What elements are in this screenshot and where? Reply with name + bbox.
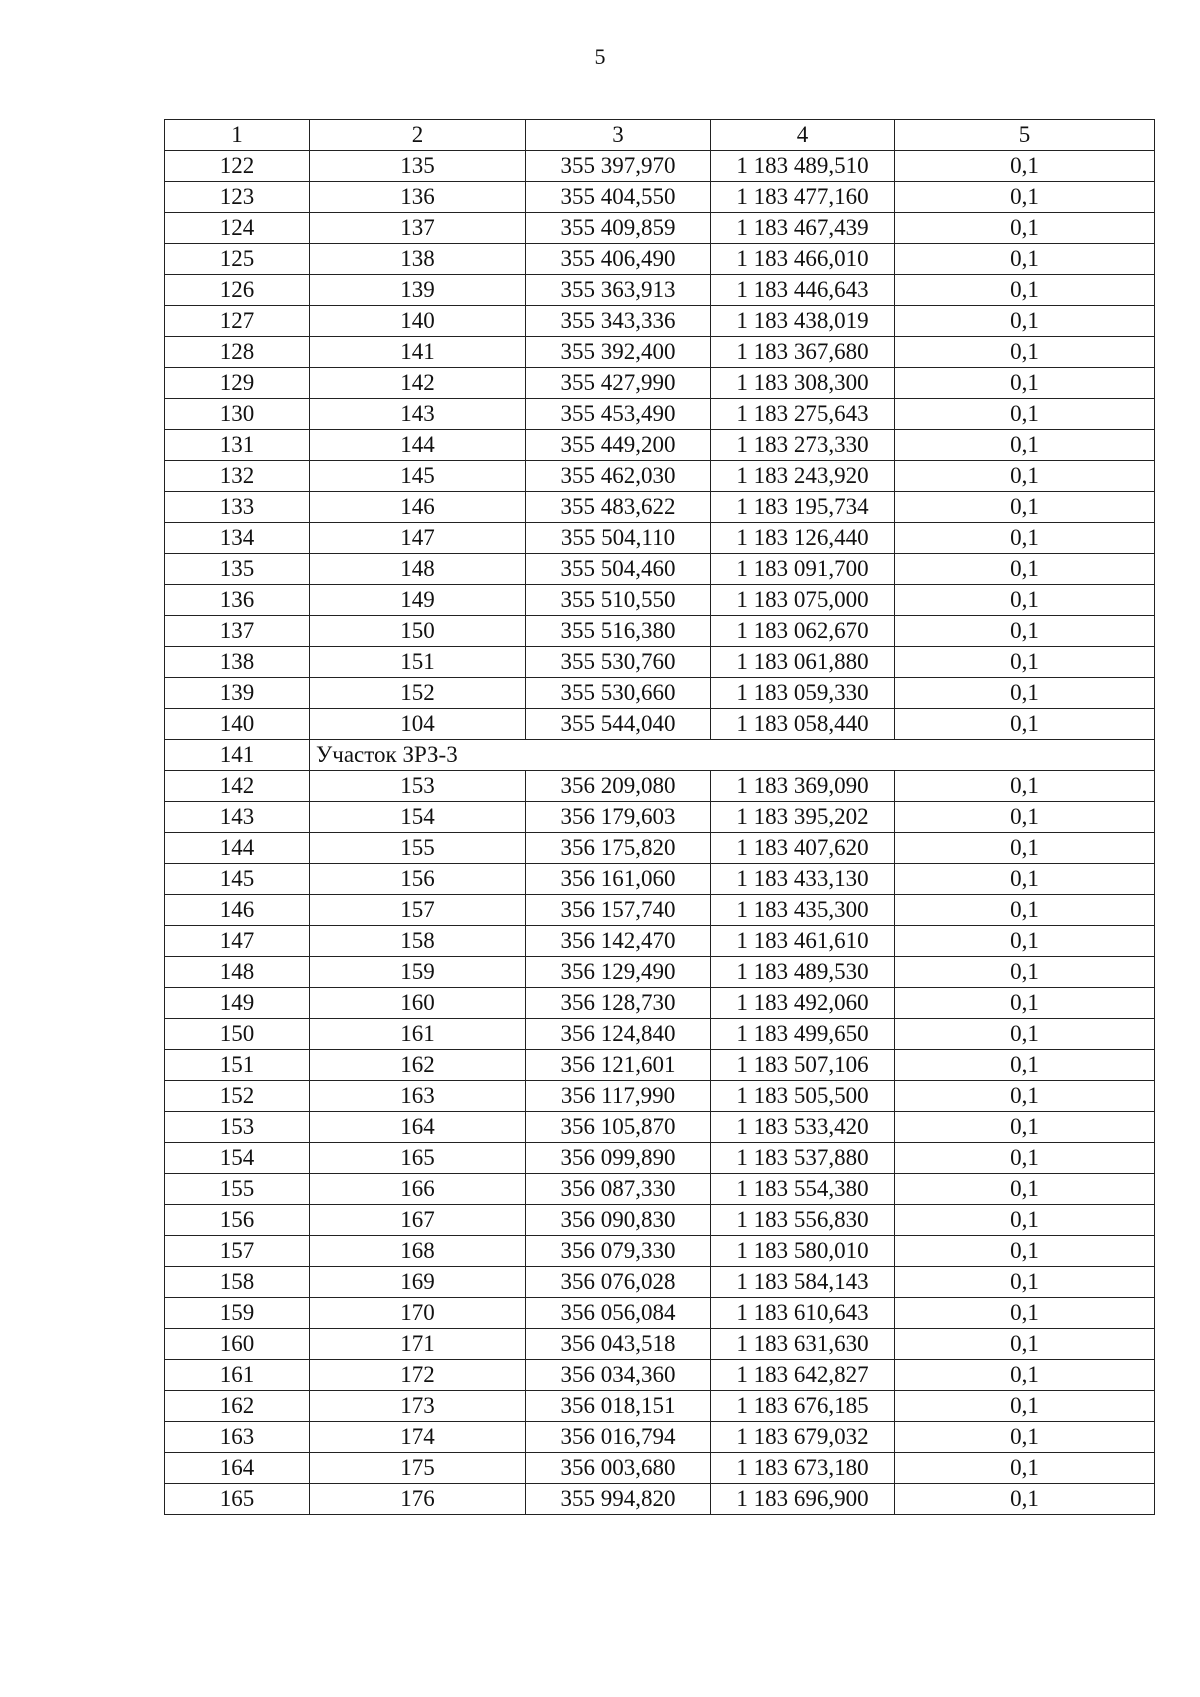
point-number-cell: 171 xyxy=(310,1329,526,1360)
coordinates-table xyxy=(164,119,1155,1515)
row-number-cell: 158 xyxy=(165,1267,310,1298)
coord-y-cell: 1 183 673,180 xyxy=(711,1453,895,1484)
coord-y-cell: 1 183 438,019 xyxy=(711,306,895,337)
coord-x-cell: 356 016,794 xyxy=(526,1422,711,1453)
coord-y-cell: 1 183 492,060 xyxy=(711,988,895,1019)
table-row xyxy=(165,523,1155,554)
table-row xyxy=(165,337,1155,368)
table-row xyxy=(165,1391,1155,1422)
coord-y-cell: 1 183 395,202 xyxy=(711,802,895,833)
point-number-cell: 164 xyxy=(310,1112,526,1143)
coord-x-cell: 356 161,060 xyxy=(526,864,711,895)
coord-y-cell: 1 183 556,830 xyxy=(711,1205,895,1236)
table-row xyxy=(165,802,1155,833)
coord-x-cell: 355 363,913 xyxy=(526,275,711,306)
row-number-cell: 127 xyxy=(165,306,310,337)
point-number-cell: 166 xyxy=(310,1174,526,1205)
row-number-cell: 123 xyxy=(165,182,310,213)
row-number-cell: 134 xyxy=(165,523,310,554)
coord-y-cell: 1 183 642,827 xyxy=(711,1360,895,1391)
accuracy-cell: 0,1 xyxy=(895,182,1155,213)
row-number-cell: 146 xyxy=(165,895,310,926)
point-number-cell: 144 xyxy=(310,430,526,461)
row-number-cell: 124 xyxy=(165,213,310,244)
row-number-cell: 137 xyxy=(165,616,310,647)
coord-x-cell: 356 076,028 xyxy=(526,1267,711,1298)
point-number-cell: 140 xyxy=(310,306,526,337)
coord-x-cell: 356 157,740 xyxy=(526,895,711,926)
row-number-cell: 125 xyxy=(165,244,310,275)
table-row xyxy=(165,461,1155,492)
accuracy-cell: 0,1 xyxy=(895,709,1155,740)
coord-x-cell: 356 003,680 xyxy=(526,1453,711,1484)
coord-x-cell: 355 409,859 xyxy=(526,213,711,244)
coord-y-cell: 1 183 075,000 xyxy=(711,585,895,616)
coord-x-cell: 355 462,030 xyxy=(526,461,711,492)
header-col-3: 3 xyxy=(526,120,711,151)
table-header xyxy=(165,120,1155,151)
accuracy-cell: 0,1 xyxy=(895,492,1155,523)
accuracy-cell: 0,1 xyxy=(895,1298,1155,1329)
point-number-cell: 152 xyxy=(310,678,526,709)
accuracy-cell: 0,1 xyxy=(895,151,1155,182)
table-row xyxy=(165,926,1155,957)
point-number-cell: 142 xyxy=(310,368,526,399)
point-number-cell: 161 xyxy=(310,1019,526,1050)
coord-x-cell: 356 179,603 xyxy=(526,802,711,833)
table-row xyxy=(165,1453,1155,1484)
point-number-cell: 147 xyxy=(310,523,526,554)
point-number-cell: 141 xyxy=(310,337,526,368)
coord-x-cell: 355 530,660 xyxy=(526,678,711,709)
point-number-cell: 139 xyxy=(310,275,526,306)
coord-y-cell: 1 183 407,620 xyxy=(711,833,895,864)
section-row xyxy=(165,740,1155,771)
row-number-cell: 149 xyxy=(165,988,310,1019)
coord-x-cell: 356 142,470 xyxy=(526,926,711,957)
accuracy-cell: 0,1 xyxy=(895,1174,1155,1205)
row-number-cell: 155 xyxy=(165,1174,310,1205)
table-row xyxy=(165,1236,1155,1267)
accuracy-cell: 0,1 xyxy=(895,1050,1155,1081)
coord-x-cell: 356 117,990 xyxy=(526,1081,711,1112)
table-row xyxy=(165,1329,1155,1360)
coord-x-cell: 355 483,622 xyxy=(526,492,711,523)
table-row xyxy=(165,771,1155,802)
accuracy-cell: 0,1 xyxy=(895,1360,1155,1391)
accuracy-cell: 0,1 xyxy=(895,1143,1155,1174)
accuracy-cell: 0,1 xyxy=(895,523,1155,554)
table-row xyxy=(165,1081,1155,1112)
coord-y-cell: 1 183 275,643 xyxy=(711,399,895,430)
coord-x-cell: 356 018,151 xyxy=(526,1391,711,1422)
coord-x-cell: 355 516,380 xyxy=(526,616,711,647)
coord-y-cell: 1 183 489,510 xyxy=(711,151,895,182)
coord-x-cell: 355 343,336 xyxy=(526,306,711,337)
point-number-cell: 156 xyxy=(310,864,526,895)
row-number-cell: 135 xyxy=(165,554,310,585)
coord-y-cell: 1 183 554,380 xyxy=(711,1174,895,1205)
table-row xyxy=(165,1422,1155,1453)
table-row xyxy=(165,1360,1155,1391)
point-number-cell: 170 xyxy=(310,1298,526,1329)
coord-x-cell: 355 504,110 xyxy=(526,523,711,554)
row-number-cell: 142 xyxy=(165,771,310,802)
coord-y-cell: 1 183 676,185 xyxy=(711,1391,895,1422)
accuracy-cell: 0,1 xyxy=(895,1112,1155,1143)
accuracy-cell: 0,1 xyxy=(895,368,1155,399)
table-row xyxy=(165,864,1155,895)
coord-x-cell: 355 994,820 xyxy=(526,1484,711,1515)
table-row xyxy=(165,1267,1155,1298)
table-row xyxy=(165,833,1155,864)
coord-x-cell: 355 406,490 xyxy=(526,244,711,275)
table-row xyxy=(165,678,1155,709)
row-number-cell: 144 xyxy=(165,833,310,864)
row-number-cell: 141 xyxy=(165,740,310,771)
coord-y-cell: 1 183 433,130 xyxy=(711,864,895,895)
coord-x-cell: 355 504,460 xyxy=(526,554,711,585)
accuracy-cell: 0,1 xyxy=(895,957,1155,988)
row-number-cell: 150 xyxy=(165,1019,310,1050)
row-number-cell: 164 xyxy=(165,1453,310,1484)
coord-y-cell: 1 183 610,643 xyxy=(711,1298,895,1329)
accuracy-cell: 0,1 xyxy=(895,1236,1155,1267)
point-number-cell: 175 xyxy=(310,1453,526,1484)
point-number-cell: 150 xyxy=(310,616,526,647)
row-number-cell: 151 xyxy=(165,1050,310,1081)
row-number-cell: 157 xyxy=(165,1236,310,1267)
accuracy-cell: 0,1 xyxy=(895,833,1155,864)
accuracy-cell: 0,1 xyxy=(895,1484,1155,1515)
accuracy-cell: 0,1 xyxy=(895,1391,1155,1422)
row-number-cell: 133 xyxy=(165,492,310,523)
coord-x-cell: 356 079,330 xyxy=(526,1236,711,1267)
coord-y-cell: 1 183 533,420 xyxy=(711,1112,895,1143)
coord-y-cell: 1 183 507,106 xyxy=(711,1050,895,1081)
table-row xyxy=(165,213,1155,244)
accuracy-cell: 0,1 xyxy=(895,337,1155,368)
accuracy-cell: 0,1 xyxy=(895,678,1155,709)
point-number-cell: 135 xyxy=(310,151,526,182)
coord-y-cell: 1 183 126,440 xyxy=(711,523,895,554)
table-row xyxy=(165,1050,1155,1081)
coord-y-cell: 1 183 584,143 xyxy=(711,1267,895,1298)
row-number-cell: 139 xyxy=(165,678,310,709)
point-number-cell: 151 xyxy=(310,647,526,678)
accuracy-cell: 0,1 xyxy=(895,802,1155,833)
coord-x-cell: 355 544,040 xyxy=(526,709,711,740)
point-number-cell: 138 xyxy=(310,244,526,275)
row-number-cell: 138 xyxy=(165,647,310,678)
header-col-5: 5 xyxy=(895,120,1155,151)
point-number-cell: 174 xyxy=(310,1422,526,1453)
row-number-cell: 161 xyxy=(165,1360,310,1391)
row-number-cell: 130 xyxy=(165,399,310,430)
coord-y-cell: 1 183 059,330 xyxy=(711,678,895,709)
coord-y-cell: 1 183 369,090 xyxy=(711,771,895,802)
coord-x-cell: 356 087,330 xyxy=(526,1174,711,1205)
coord-y-cell: 1 183 461,610 xyxy=(711,926,895,957)
accuracy-cell: 0,1 xyxy=(895,1453,1155,1484)
coord-x-cell: 356 105,870 xyxy=(526,1112,711,1143)
point-number-cell: 163 xyxy=(310,1081,526,1112)
table-row xyxy=(165,554,1155,585)
row-number-cell: 156 xyxy=(165,1205,310,1236)
coord-y-cell: 1 183 061,880 xyxy=(711,647,895,678)
header-row xyxy=(165,120,1155,151)
coord-x-cell: 355 530,760 xyxy=(526,647,711,678)
table-row xyxy=(165,957,1155,988)
row-number-cell: 132 xyxy=(165,461,310,492)
coord-x-cell: 356 175,820 xyxy=(526,833,711,864)
coord-y-cell: 1 183 696,900 xyxy=(711,1484,895,1515)
coord-y-cell: 1 183 679,032 xyxy=(711,1422,895,1453)
accuracy-cell: 0,1 xyxy=(895,585,1155,616)
coord-y-cell: 1 183 631,630 xyxy=(711,1329,895,1360)
table-row xyxy=(165,1205,1155,1236)
row-number-cell: 145 xyxy=(165,864,310,895)
table-row xyxy=(165,1019,1155,1050)
accuracy-cell: 0,1 xyxy=(895,244,1155,275)
coord-y-cell: 1 183 580,010 xyxy=(711,1236,895,1267)
coord-x-cell: 356 099,890 xyxy=(526,1143,711,1174)
accuracy-cell: 0,1 xyxy=(895,399,1155,430)
table-row xyxy=(165,182,1155,213)
accuracy-cell: 0,1 xyxy=(895,275,1155,306)
accuracy-cell: 0,1 xyxy=(895,1205,1155,1236)
point-number-cell: 160 xyxy=(310,988,526,1019)
point-number-cell: 143 xyxy=(310,399,526,430)
point-number-cell: 168 xyxy=(310,1236,526,1267)
coord-y-cell: 1 183 446,643 xyxy=(711,275,895,306)
point-number-cell: 162 xyxy=(310,1050,526,1081)
coord-x-cell: 356 128,730 xyxy=(526,988,711,1019)
coord-x-cell: 355 449,200 xyxy=(526,430,711,461)
row-number-cell: 140 xyxy=(165,709,310,740)
coord-x-cell: 356 129,490 xyxy=(526,957,711,988)
point-number-cell: 153 xyxy=(310,771,526,802)
point-number-cell: 149 xyxy=(310,585,526,616)
accuracy-cell: 0,1 xyxy=(895,616,1155,647)
section-label: Участок ЗРЗ-3 xyxy=(310,740,1155,771)
table-row xyxy=(165,1112,1155,1143)
point-number-cell: 165 xyxy=(310,1143,526,1174)
table-row xyxy=(165,1143,1155,1174)
table-row xyxy=(165,709,1155,740)
table-row xyxy=(165,616,1155,647)
coord-x-cell: 356 124,840 xyxy=(526,1019,711,1050)
point-number-cell: 159 xyxy=(310,957,526,988)
point-number-cell: 157 xyxy=(310,895,526,926)
table-row xyxy=(165,151,1155,182)
row-number-cell: 160 xyxy=(165,1329,310,1360)
coord-x-cell: 356 121,601 xyxy=(526,1050,711,1081)
row-number-cell: 136 xyxy=(165,585,310,616)
row-number-cell: 126 xyxy=(165,275,310,306)
accuracy-cell: 0,1 xyxy=(895,988,1155,1019)
table-row xyxy=(165,244,1155,275)
row-number-cell: 152 xyxy=(165,1081,310,1112)
coord-x-cell: 355 397,970 xyxy=(526,151,711,182)
row-number-cell: 143 xyxy=(165,802,310,833)
accuracy-cell: 0,1 xyxy=(895,1267,1155,1298)
accuracy-cell: 0,1 xyxy=(895,430,1155,461)
row-number-cell: 159 xyxy=(165,1298,310,1329)
coord-y-cell: 1 183 499,650 xyxy=(711,1019,895,1050)
point-number-cell: 146 xyxy=(310,492,526,523)
table-row xyxy=(165,430,1155,461)
row-number-cell: 131 xyxy=(165,430,310,461)
coord-x-cell: 355 510,550 xyxy=(526,585,711,616)
point-number-cell: 145 xyxy=(310,461,526,492)
table-row xyxy=(165,399,1155,430)
point-number-cell: 136 xyxy=(310,182,526,213)
coord-y-cell: 1 183 505,500 xyxy=(711,1081,895,1112)
point-number-cell: 155 xyxy=(310,833,526,864)
row-number-cell: 129 xyxy=(165,368,310,399)
coord-y-cell: 1 183 367,680 xyxy=(711,337,895,368)
row-number-cell: 153 xyxy=(165,1112,310,1143)
accuracy-cell: 0,1 xyxy=(895,1019,1155,1050)
row-number-cell: 128 xyxy=(165,337,310,368)
point-number-cell: 167 xyxy=(310,1205,526,1236)
point-number-cell: 137 xyxy=(310,213,526,244)
accuracy-cell: 0,1 xyxy=(895,895,1155,926)
table-row xyxy=(165,368,1155,399)
accuracy-cell: 0,1 xyxy=(895,554,1155,585)
accuracy-cell: 0,1 xyxy=(895,1081,1155,1112)
accuracy-cell: 0,1 xyxy=(895,926,1155,957)
table-row xyxy=(165,647,1155,678)
coord-y-cell: 1 183 091,700 xyxy=(711,554,895,585)
accuracy-cell: 0,1 xyxy=(895,306,1155,337)
accuracy-cell: 0,1 xyxy=(895,864,1155,895)
coord-y-cell: 1 183 308,300 xyxy=(711,368,895,399)
table-row xyxy=(165,1174,1155,1205)
coord-x-cell: 355 427,990 xyxy=(526,368,711,399)
row-number-cell: 122 xyxy=(165,151,310,182)
table-row xyxy=(165,895,1155,926)
coord-y-cell: 1 183 062,670 xyxy=(711,616,895,647)
point-number-cell: 104 xyxy=(310,709,526,740)
coord-y-cell: 1 183 489,530 xyxy=(711,957,895,988)
table-row xyxy=(165,275,1155,306)
table-row xyxy=(165,492,1155,523)
accuracy-cell: 0,1 xyxy=(895,1422,1155,1453)
accuracy-cell: 0,1 xyxy=(895,461,1155,492)
row-number-cell: 162 xyxy=(165,1391,310,1422)
table-row xyxy=(165,585,1155,616)
accuracy-cell: 0,1 xyxy=(895,771,1155,802)
header-col-2: 2 xyxy=(310,120,526,151)
row-number-cell: 163 xyxy=(165,1422,310,1453)
row-number-cell: 154 xyxy=(165,1143,310,1174)
table-row xyxy=(165,988,1155,1019)
row-number-cell: 147 xyxy=(165,926,310,957)
coord-x-cell: 356 056,084 xyxy=(526,1298,711,1329)
accuracy-cell: 0,1 xyxy=(895,213,1155,244)
coord-x-cell: 355 404,550 xyxy=(526,182,711,213)
table-row xyxy=(165,1484,1155,1515)
point-number-cell: 176 xyxy=(310,1484,526,1515)
table-body xyxy=(165,151,1155,1515)
page-number: 5 xyxy=(594,44,606,69)
coord-x-cell: 356 090,830 xyxy=(526,1205,711,1236)
coord-y-cell: 1 183 477,160 xyxy=(711,182,895,213)
point-number-cell: 173 xyxy=(310,1391,526,1422)
coord-y-cell: 1 183 243,920 xyxy=(711,461,895,492)
coord-x-cell: 355 453,490 xyxy=(526,399,711,430)
coord-y-cell: 1 183 058,440 xyxy=(711,709,895,740)
coord-y-cell: 1 183 537,880 xyxy=(711,1143,895,1174)
coord-y-cell: 1 183 466,010 xyxy=(711,244,895,275)
coord-y-cell: 1 183 273,330 xyxy=(711,430,895,461)
point-number-cell: 172 xyxy=(310,1360,526,1391)
table-row xyxy=(165,306,1155,337)
point-number-cell: 158 xyxy=(310,926,526,957)
coord-x-cell: 356 043,518 xyxy=(526,1329,711,1360)
table-row xyxy=(165,1298,1155,1329)
row-number-cell: 165 xyxy=(165,1484,310,1515)
point-number-cell: 169 xyxy=(310,1267,526,1298)
row-number-cell: 148 xyxy=(165,957,310,988)
point-number-cell: 148 xyxy=(310,554,526,585)
coord-y-cell: 1 183 435,300 xyxy=(711,895,895,926)
point-number-cell: 154 xyxy=(310,802,526,833)
coord-y-cell: 1 183 467,439 xyxy=(711,213,895,244)
accuracy-cell: 0,1 xyxy=(895,1329,1155,1360)
coord-x-cell: 356 034,360 xyxy=(526,1360,711,1391)
header-col-1: 1 xyxy=(165,120,310,151)
coord-y-cell: 1 183 195,734 xyxy=(711,492,895,523)
accuracy-cell: 0,1 xyxy=(895,647,1155,678)
header-col-4: 4 xyxy=(711,120,895,151)
coord-x-cell: 355 392,400 xyxy=(526,337,711,368)
coord-x-cell: 356 209,080 xyxy=(526,771,711,802)
